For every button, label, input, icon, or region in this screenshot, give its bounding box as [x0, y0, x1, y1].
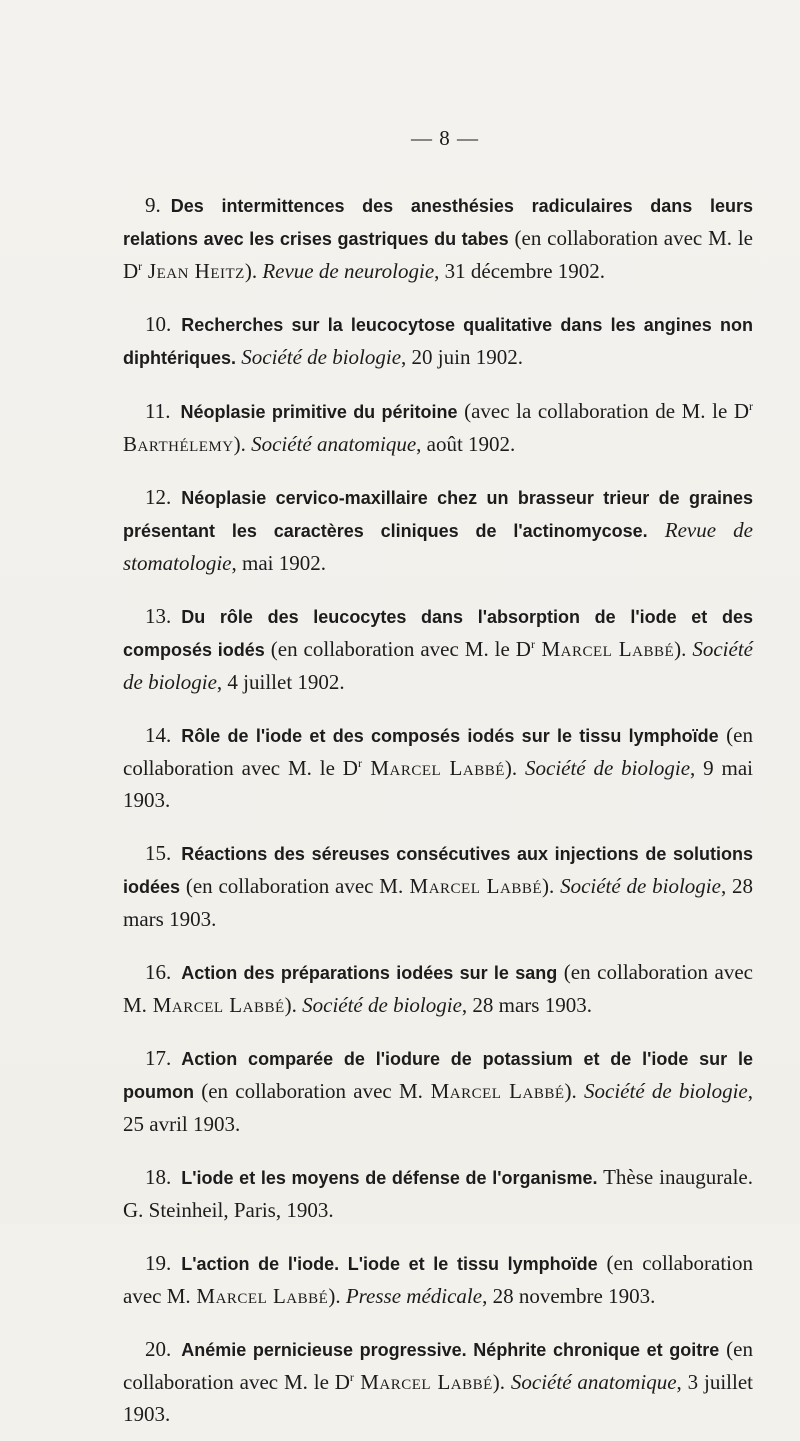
entry-title: Anémie pernicieuse progressive. Néphrite chronique et goitre [181, 1340, 720, 1360]
entry-collab: (en collaboration avec M. le D [264, 637, 531, 661]
entry-date: , 4 juillet 1902. [216, 670, 345, 694]
entry-collab-name: Marcel Labbé [190, 1284, 329, 1308]
entry-collab: (en collaboration avec M. le D [123, 226, 753, 283]
entry-collab-name: Marcel Labbé [353, 1370, 493, 1394]
entry-title: Du rôle des leucocytes dans l'absorption de l'iode et des composés iodés [123, 607, 753, 660]
entry-title: Action des préparations iodées sur le sang [181, 963, 558, 983]
entry-collab-name: Jean Heitz [142, 259, 245, 283]
entry-collab: (en collaboration avec M. [193, 1079, 423, 1103]
entry-date: , mai 1902. [231, 551, 326, 575]
entry-journal: Société de biologie [584, 1079, 748, 1103]
entry-title: L'iode et les moyens de défense de l'organisme. [181, 1168, 598, 1188]
entry-journal: Société de biologie [123, 637, 753, 694]
entry-journal: Presse médicale [345, 1284, 483, 1308]
entry-extra: Thèse inaugurale. G. Steinheil, Paris, 1903. [123, 1165, 753, 1222]
entry-number: 12. [145, 485, 172, 509]
entry-date: , 28 mars 1903. [123, 874, 754, 931]
entry-collab: (en collaboration avec M. [123, 1251, 753, 1308]
entry-date: , 3 juillet 1903. [123, 1370, 753, 1426]
list-item [123, 837, 753, 935]
entry-journal: Société anatomique [510, 1370, 677, 1394]
entry-title: L'action de l'iode. L'iode et le tissu lymphoïde [181, 1254, 598, 1274]
entry-number: 11. [145, 399, 171, 423]
page-number: — 8 — [411, 126, 479, 150]
entry-number: 9. [145, 193, 161, 217]
entry-collab-post: ). [244, 259, 263, 283]
entry-date: , 9 mai 1903. [123, 756, 753, 812]
entry-number: 13. [145, 604, 172, 628]
entry-number: 17. [145, 1046, 172, 1070]
entry-title: Action comparée de l'iodure de potassium et de l'iode sur le poumon [123, 1049, 753, 1102]
entry-collab-post: ). [504, 756, 525, 780]
list-item [123, 956, 753, 1021]
entry-date: , 28 novembre 1903. [482, 1284, 656, 1308]
entry-collab-name: Barthélemy [123, 432, 234, 456]
entry-journal: Société de biologie [236, 345, 402, 369]
entry-number: 15. [145, 841, 172, 865]
list-item [123, 600, 753, 698]
entry-date: , 28 mars 1903. [461, 993, 592, 1017]
entry-collab-sup: r [749, 399, 753, 413]
entry-collab-sup: r [357, 756, 362, 770]
entry-collab-name: Marcel Labbé [403, 874, 543, 898]
entry-collab: (en collaboration avec M. [123, 960, 753, 1017]
entry-number: 14. [145, 723, 172, 747]
list-item [123, 1161, 753, 1226]
entry-collab-post: ). [328, 1284, 346, 1308]
list-item [123, 481, 753, 579]
entry-date: , 20 juin 1902. [401, 345, 523, 369]
entry-collab-name: Marcel Labbé [361, 756, 505, 780]
entry-title: Rôle de l'iode et des composés iodés sur le tissu lymphoïde [181, 726, 719, 746]
entry-title: Recherches sur la leucocytose qualitative dans les angines non diphtériques. [123, 315, 753, 368]
entry-collab-sup: r [349, 1370, 354, 1384]
entry-number: 19. [145, 1251, 172, 1275]
entry-collab-name: Marcel Labbé [534, 637, 675, 661]
entry-date: , 25 avril 1903. [123, 1079, 753, 1136]
entry-collab-post: ). [284, 993, 303, 1017]
entry-collab-post: ). [233, 432, 252, 456]
list-item [123, 189, 753, 287]
entry-number: 10. [145, 312, 172, 336]
entry-journal: Société de biologie [525, 756, 691, 780]
entry-number: 16. [145, 960, 172, 984]
list-item [123, 1042, 753, 1140]
entry-collab-post: ). [492, 1370, 511, 1394]
list-item [123, 1333, 753, 1430]
entry-journal: Société de biologie [302, 993, 462, 1017]
bibliography-list [123, 168, 753, 1441]
entry-collab: (en collaboration avec M. le D [123, 1337, 753, 1394]
entry-title: Réactions des séreuses consécutives aux injections de solutions iodées [123, 844, 753, 897]
list-item [123, 719, 753, 816]
entry-collab-post: ). [564, 1079, 585, 1103]
list-item [123, 395, 753, 460]
entry-journal: Revue de stomatologie [123, 518, 753, 575]
entry-date: , août 1902. [416, 432, 516, 456]
entry-collab-post: ). [674, 637, 693, 661]
entry-title: Des intermittences des anesthésies radiculaires dans leurs relations avec les crises gastriques du tabes [123, 196, 753, 249]
entry-date: , 31 décembre 1902. [434, 259, 606, 283]
list-item [123, 1247, 753, 1312]
entry-collab-post: ). [542, 874, 561, 898]
entry-collab-sup: r [530, 637, 535, 651]
entry-collab-name: Marcel Labbé [146, 993, 285, 1017]
entry-collab: (avec la collaboration de M. le D [457, 399, 749, 423]
entry-title: Néoplasie primitive du péritoine [180, 402, 458, 422]
entry-collab: (en collaboration avec M. le D [123, 723, 753, 780]
entry-journal: Revue de neurologie [262, 259, 435, 283]
list-item [123, 308, 753, 374]
entry-collab-name: Marcel Labbé [422, 1079, 565, 1103]
entry-number: 18. [145, 1165, 172, 1189]
entry-collab: (en collaboration avec M. [180, 874, 404, 898]
entry-title: Néoplasie cervico-maxillaire chez un brasseur trieur de graines présentant les caractères cliniques de l'actinomycose. [123, 488, 753, 541]
entry-collab-sup: r [138, 259, 143, 273]
entry-journal: Société de biologie [560, 874, 721, 898]
entry-number: 20. [145, 1337, 172, 1361]
entry-journal: Société anatomique [251, 432, 417, 456]
